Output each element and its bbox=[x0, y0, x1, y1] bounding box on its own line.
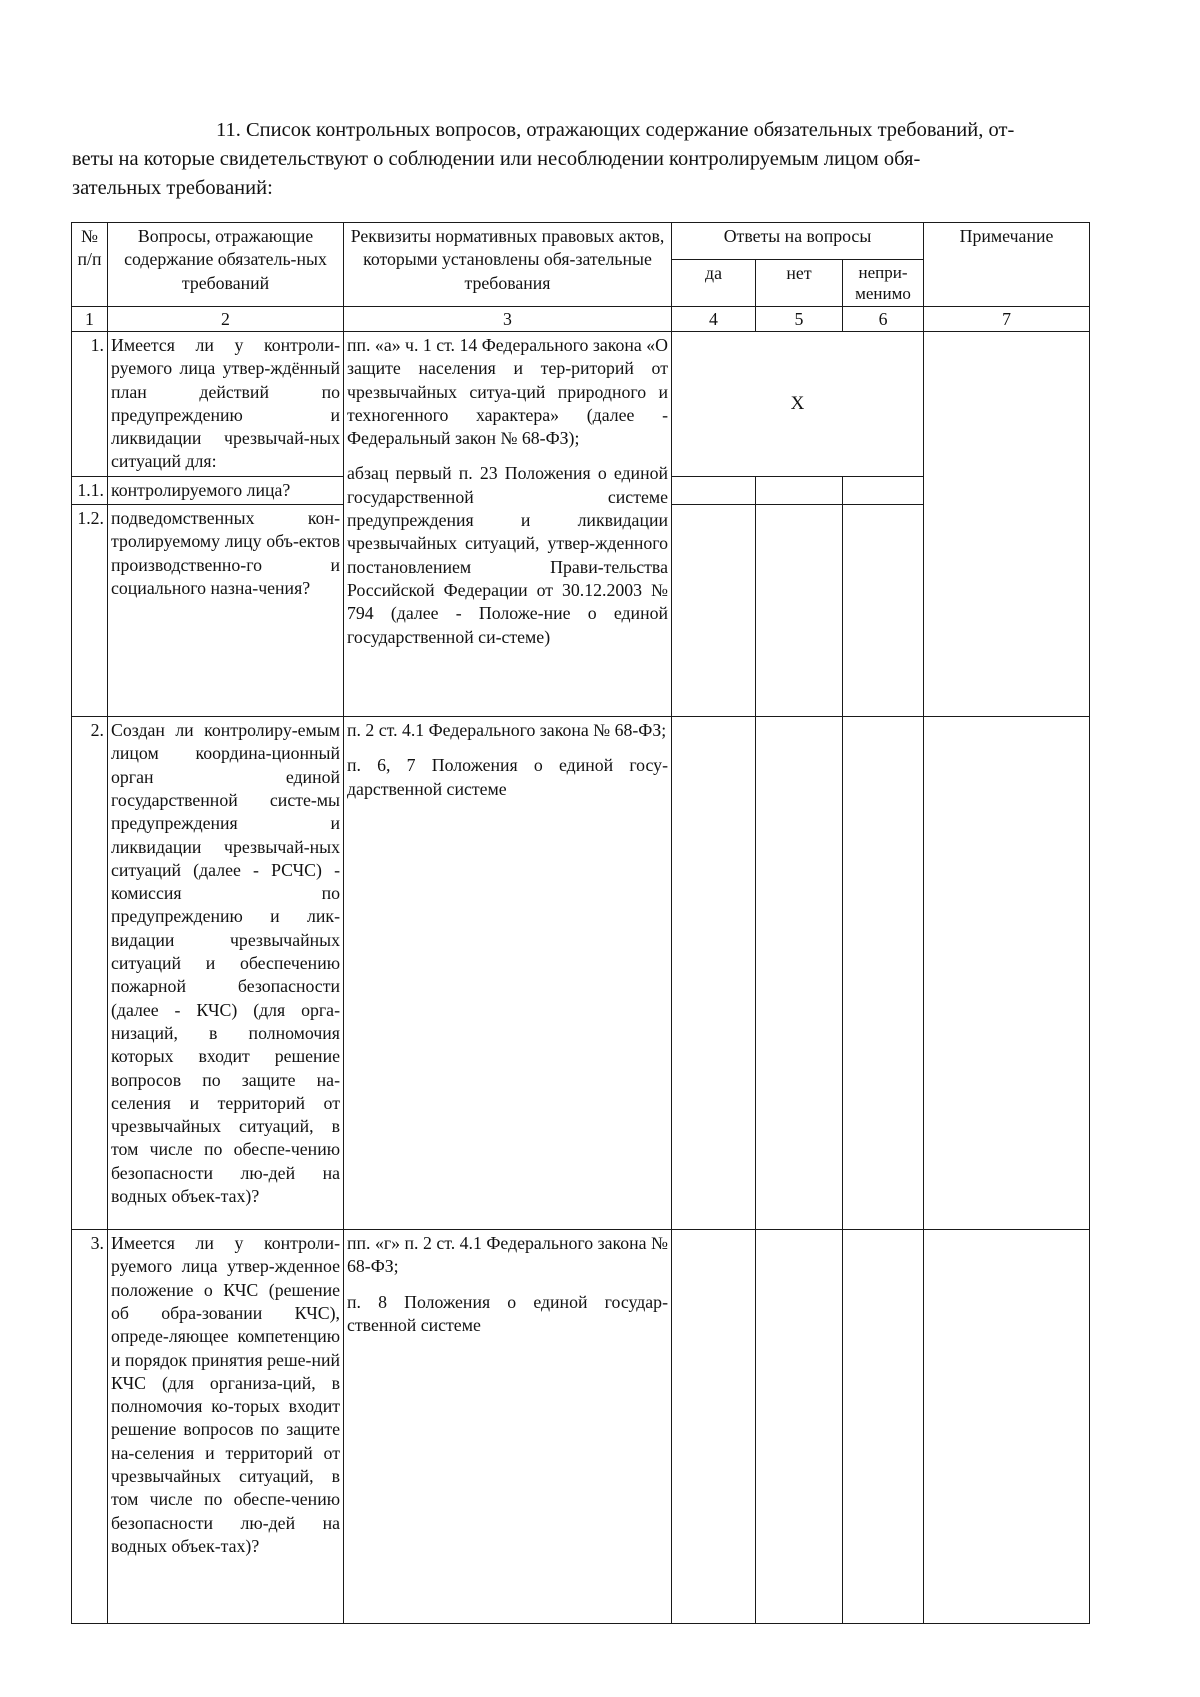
table-row bbox=[72, 717, 1090, 1230]
requisites-cell bbox=[344, 332, 672, 717]
header-requisites: Реквизиты нормативных правовых актов, которыми установлены обя-зательные требования bbox=[344, 223, 672, 307]
header-not-applicable: непри-менимо bbox=[843, 260, 924, 307]
answer-yes-cell[interactable] bbox=[672, 717, 756, 1230]
row-number: 1.1. bbox=[72, 476, 108, 504]
column-number: 7 bbox=[924, 307, 1090, 332]
question-text: контролируемого лица? bbox=[108, 476, 344, 504]
row-number: 3. bbox=[72, 1230, 108, 1624]
row-number: 2. bbox=[72, 717, 108, 1230]
header-num: № п/п bbox=[72, 223, 108, 307]
intro-paragraph bbox=[72, 116, 1087, 203]
requisite-text: пп. «г» п. 2 ст. 4.1 Федерального закона № 68-ФЗ; bbox=[347, 1233, 668, 1277]
question-text: Имеется ли у контроли-руемого лица утвер-жденное положение о КЧС (решение об обра-зовании КЧС), опреде-ляющее компетенцию и порядок принятия реше-ний КЧС (для организа-ций, в полномочия ко-торых входит решение вопросов по защите на-селения и территорий от чрезвычайных ситуаций, в том числе по обеспе-чению безопасности лю-дей на водных объек-тах)? bbox=[108, 1230, 344, 1624]
column-number: 4 bbox=[672, 307, 756, 332]
table-row bbox=[72, 1230, 1090, 1624]
answer-no-cell[interactable] bbox=[756, 1230, 843, 1624]
answer-no-cell[interactable] bbox=[756, 476, 843, 504]
intro-line-1: 11. Список контрольных вопросов, отражающих содержание обязательных требований, от- bbox=[216, 119, 1015, 141]
answer-no-cell[interactable] bbox=[756, 505, 843, 717]
header-note: Примечание bbox=[924, 223, 1090, 307]
note-cell bbox=[924, 332, 1090, 717]
answer-na-cell[interactable] bbox=[843, 505, 924, 717]
intro-line-3: зательных требований: bbox=[72, 177, 273, 199]
requisite-text: п. 2 ст. 4.1 Федерального закона № 68-ФЗ; bbox=[347, 720, 667, 741]
question-text: Создан ли контролиру-емым лицом координа-ционный орган единой государственной систе-мы предупреждения и ликвидации чрезвычай-ных ситуаций (далее - РСЧС) - комиссия по предупреждению и лик-видации чрезвычайных ситуаций и обеспечению пожарной безопасности (далее - КЧС) (для орга-низаций, в полномочия которых входит решение вопросов по защите на-селения и территорий от чрезвычайных ситуаций, в том числе по обеспе-чению безопасности лю-дей на водных объек-тах)? bbox=[108, 717, 344, 1230]
note-cell bbox=[924, 717, 1090, 1230]
requisite-text: п. 6, 7 Положения о единой госу-дарственной системе bbox=[347, 755, 668, 799]
row-number: 1. bbox=[72, 332, 108, 477]
question-text: Имеется ли у контроли-руемого лица утвер-ждённый план действий по предупреждению и ликвидации чрезвычай-ных ситуаций для: bbox=[108, 332, 344, 477]
answer-na-cell[interactable] bbox=[843, 1230, 924, 1624]
answer-no-cell[interactable] bbox=[756, 717, 843, 1230]
answer-yes-cell[interactable] bbox=[672, 476, 756, 504]
header-answers: Ответы на вопросы bbox=[672, 223, 924, 260]
requisite-text: пп. «а» ч. 1 ст. 14 Федерального закона «О защите населения и тер-риторий от чрезвычайных ситуа-ций природного и техногенного характера» (далее - Федеральный закон № 68-ФЗ); bbox=[347, 335, 668, 449]
column-number: 6 bbox=[843, 307, 924, 332]
checklist-table bbox=[71, 222, 1090, 1624]
column-number: 1 bbox=[72, 307, 108, 332]
requisite-text: абзац первый п. 23 Положения о единой государственной системе предупреждения и ликвидации чрезвычайных ситуаций, утвер-жденного постановлением Прави-тельства Российской Федерации от 30.12.2003 № 794 (далее - Положе-ние о единой государственной си-стеме) bbox=[347, 463, 668, 647]
not-applicable-mark: X bbox=[672, 332, 924, 477]
header-yes: да bbox=[672, 260, 756, 307]
note-cell bbox=[924, 1230, 1090, 1624]
requisites-cell bbox=[344, 1230, 672, 1624]
table-row bbox=[72, 332, 1090, 477]
requisites-cell bbox=[344, 717, 672, 1230]
header-no: нет bbox=[756, 260, 843, 307]
column-number: 3 bbox=[344, 307, 672, 332]
intro-line-2: веты на которые свидетельствуют о соблюдении или несоблюдении контролируемым лицом обя- bbox=[72, 148, 921, 170]
answer-na-cell[interactable] bbox=[843, 476, 924, 504]
column-number: 5 bbox=[756, 307, 843, 332]
answer-yes-cell[interactable] bbox=[672, 505, 756, 717]
question-text: подведомственных кон-тролируемому лицу объ-ектов производственно-го и социального назна-чения? bbox=[108, 505, 344, 717]
requisite-text: п. 8 Положения о единой государ-ственной системе bbox=[347, 1291, 668, 1335]
column-number: 2 bbox=[108, 307, 344, 332]
header-questions: Вопросы, отражающие содержание обязатель-ных требований bbox=[108, 223, 344, 307]
answer-yes-cell[interactable] bbox=[672, 1230, 756, 1624]
answer-na-cell[interactable] bbox=[843, 717, 924, 1230]
row-number: 1.2. bbox=[72, 505, 108, 717]
